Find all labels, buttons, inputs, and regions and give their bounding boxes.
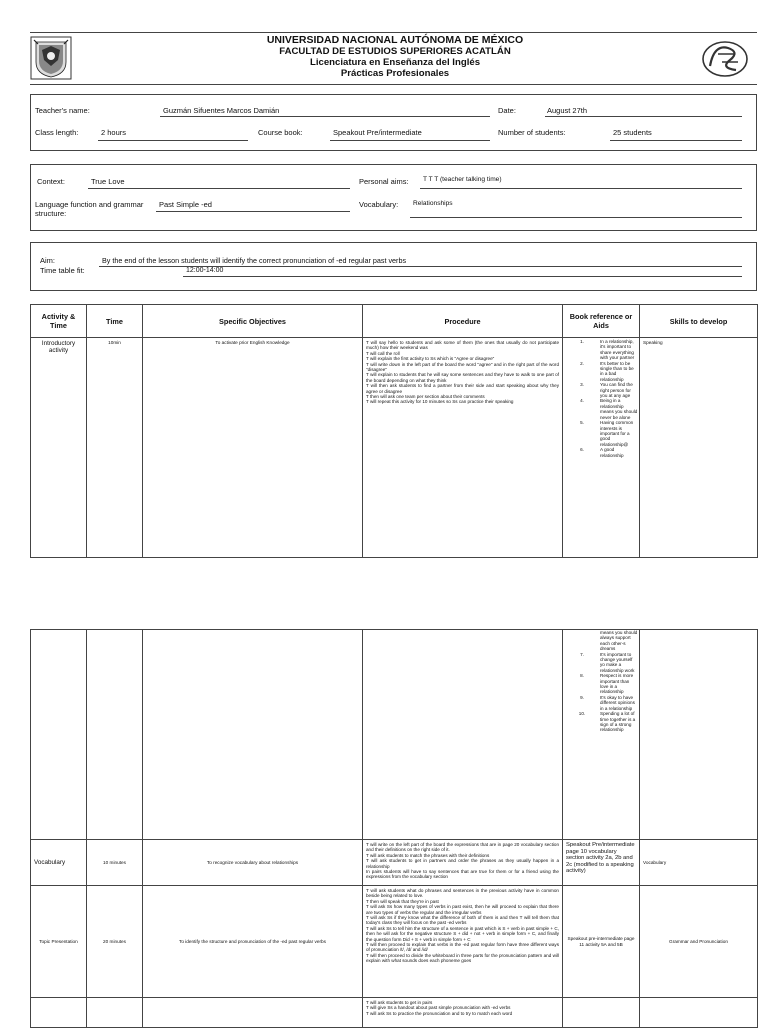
col-objectives-header: Specific Objectives [143,305,363,338]
students-label: Number of students: [498,128,566,137]
timetable-label: Time table fit: [40,266,85,275]
continued-skills-cell [640,630,758,840]
vocab-skills-cell: Vocabulary [640,840,758,886]
procedure-line: T will give Ss a handout about past simple pronunciation with -ed verbs [366,1005,511,1011]
procedure-line: In pairs students will have to say sentences that are true for them or for a friend using the expressions from the vocabulary section [366,869,559,880]
table-row [31,998,758,1028]
procedure-line: T will then proceed to divide the whiteboard in three parts for the pronunciation pattern and will explain with what sounds does each phoneme goes [366,952,559,964]
list-item: 8. Respect is more important than love in a relationship [580,673,634,695]
topic-book-cell: Speakout pre-intermediate page 11 activity 5A and 5B [563,886,640,998]
list-item: 2. It's better to be single than to be in a bad relationship [580,360,634,382]
lesson-plan-table-continued [30,629,758,1028]
grammar-value: Past Simple -ed [159,200,212,209]
context-label: Context: [37,177,65,186]
procedure-line: T will ask students to get in partners and order the phrases as they usually happen in a relationship [366,858,559,869]
teacher-name-label: Teacher's name: [35,106,90,115]
procedure-line: T then will ask one team per section about their comments [366,394,485,400]
title-line-university: UNIVERSIDAD NACIONAL AUTÓNOMA DE MÉXICO [266,34,524,46]
document-title [150,35,640,79]
unam-logo [30,36,72,80]
fes-logo [700,38,750,80]
class-length-line [98,140,248,141]
teacher-info-box [30,94,757,151]
topic-activity-cell: Topic Presentation [31,886,87,998]
context-line [88,188,350,189]
students-line [610,140,742,141]
procedure-line: T will ask Ss to tell him the structure of a sentence in past which is S + verb in past simple + C, then he will ask for the negative structure S + did + not + verb in simple form + C, and finally the question form Did + S + verb in simple form + C [366,925,559,942]
lesson-plan-table [30,304,758,558]
procedure-line: T will repeat this activity for 10 minutes so Ss can practice their speaking [366,399,514,405]
topic-time-cell: 20 minutes [87,886,143,998]
table-row [31,886,758,998]
grammar-label: Language function and grammar [35,200,144,209]
class-length-label: Class length: [35,128,79,137]
continued-procedure-cell [363,630,563,840]
vocab-objective-cell: To recognize vocabulary about relationships [143,840,363,886]
class-length-value: 2 hours [101,128,127,137]
procedure-line: T will explain to students that he will say some sentences and they have to walk to one part of the board depending on what they think [366,372,559,383]
procedure-line: T will say hello to students and ask some of them (the ones that usually do not participate much) how their weekend was [366,340,559,351]
vocabulary-line [410,217,742,218]
intro-procedure-cell [363,338,563,558]
list-item: 3. You can find the right person for you at any age [580,382,633,399]
procedure-line: T will write down in the left part of the board the word "agree" and in the right part of the word "disagree" [366,361,559,373]
vocab-time-cell: 10 minutes [87,840,143,886]
title-line-practice: Prácticas Profesionales [340,68,450,79]
statement-list [564,339,638,458]
students-value: 25 students [613,128,652,137]
unam-shield-icon [30,36,72,80]
course-book-value: Speakout Pre/intermediate [333,128,422,137]
last-time-cell [87,998,143,1028]
list-item: 9. It's okay to have different opinions in a relationship [580,694,635,711]
vocabulary-value: Relationships [413,200,453,207]
col-activity-header: Activity & Time [31,305,87,338]
course-book-label: Course book: [258,128,303,137]
continued-book-cell [563,630,640,840]
grammar-label-2: structure: [35,209,67,218]
continued-objective-cell [143,630,363,840]
procedure-line: T will then proceed to explain that verbs in the -ed past regular form have three different ways of pronunciation /t/, /d/ and /id/ [366,942,559,953]
last-procedure-cell [363,998,563,1028]
topic-skills-cell: Grammar and Pronunciation [640,886,758,998]
procedure-line: T then will speak that they're in past [366,898,439,904]
context-value: True Love [91,177,125,186]
topic-procedure-cell [363,886,563,998]
procedure-line: T will ask students to match the phrases with their definitions [366,852,490,858]
fes-acatlan-emblem-icon [700,38,750,80]
procedure-line: T will write on the left part of the board the expressions that are in page 20 vocabulary section and their definitions on the right side of it. [366,842,559,853]
procedure-line: T will then ask students to find a partner from their side and start speaking about why they agree or disagree [366,383,559,394]
list-item: 5. Having common interests is important for a good relationship@ [580,420,634,447]
continued-statement-text: means you should always support each other-s dreams [600,630,638,652]
continued-time-cell [87,630,143,840]
table-row [31,630,758,840]
col-skills-header: Skills to develop [640,305,758,338]
list-item: 10. Spending a lot of time together is a sign of a strong relationship [578,711,636,733]
personal-aims-value: T T T (teacher talking time) [423,176,502,183]
vocab-book-cell: Speakout Pre/intermediate page 10 vocabulary section activity 2a, 2b and 2c (modified to a speaking activity) [563,840,640,886]
header-bottom-rule [30,84,757,85]
header-top-rule [30,32,757,33]
table-row [31,840,758,886]
aim-value: By the end of the lesson students will identify the correct pronunciation of -ed regular past verbs [102,256,407,265]
teacher-name-line [160,116,490,117]
continued-activity-cell [31,630,87,840]
last-activity-cell [31,998,87,1028]
col-time-header: Time [87,305,143,338]
teacher-name-value: Guzmán Sifuentes Marcos Damián [163,106,280,115]
vocab-activity-cell: Vocabulary [31,840,87,886]
procedure-line: T will explain the first activity to Ss which is "Agree or disagree" [366,356,495,362]
course-book-line [330,140,490,141]
statement-list [564,652,638,733]
timetable-value: 12:00-14:00 [186,267,224,274]
col-book-header: Book reference or Aids [563,305,640,338]
title-line-program: Licenciatura en Enseñanza del Inglés [309,57,481,68]
last-skills-cell [640,998,758,1028]
procedure-line: T will ask Ss to practice the pronunciation and to try to match each word [366,1010,513,1016]
personal-aims-line [420,188,742,189]
procedure-line: T will ask Ss if they know what the difference of both of them is and then T will tell them that today's class they will focus on the past -ed verbs [366,915,559,926]
list-item: 6. A good relationship [580,447,624,458]
topic-objective-cell: To identify the structure and pronunciation of the -ed past regular verbs [143,886,363,998]
procedure-line: T will call the roll [366,350,400,356]
grammar-line [156,211,350,212]
procedure-line: T will ask students what do phrases and sentences in the previous activity have in common beside being related to love. [366,888,559,899]
last-book-cell [563,998,640,1028]
date-value: August 27th [547,106,588,115]
title-line-faculty: FACULTAD DE ESTUDIOS SUPERIORES ACATLÁN [279,46,511,57]
procedure-line: T will ask students to get in pairs [366,1000,433,1005]
date-label: Date: [498,106,516,115]
vocabulary-label: Vocabulary: [359,200,399,209]
table-row [31,338,758,558]
table-header-row [31,305,758,338]
procedure-line: T will ask Ss how many types of verbs in past exist, then he will proceed to explain that there are two types of verbs the regular and the irregular verbs [366,904,559,915]
vocab-procedure-cell [363,840,563,886]
intro-book-cell [563,338,640,558]
list-item: 4. Being in a relationship means you should never be alone [580,398,638,420]
personal-aims-label: Personal aims: [359,177,409,186]
list-item: 7. It's important to change yourself yo make a relationship work [580,651,635,673]
date-line [545,116,742,117]
intro-time-cell: 10min [87,338,143,558]
context-box [30,164,757,231]
col-procedure-header: Procedure [363,305,563,338]
timetable-line [183,276,742,277]
intro-objective-cell: To activate prior English Knowledge [143,338,363,558]
list-item: 1. In a relationship, it's important to share everything with your partner [580,339,635,361]
last-objective-cell [143,998,363,1028]
aim-label: Aim: [40,256,55,265]
intro-skills-cell: Speaking [640,338,758,558]
intro-activity-cell: Introductory activity [31,338,87,558]
